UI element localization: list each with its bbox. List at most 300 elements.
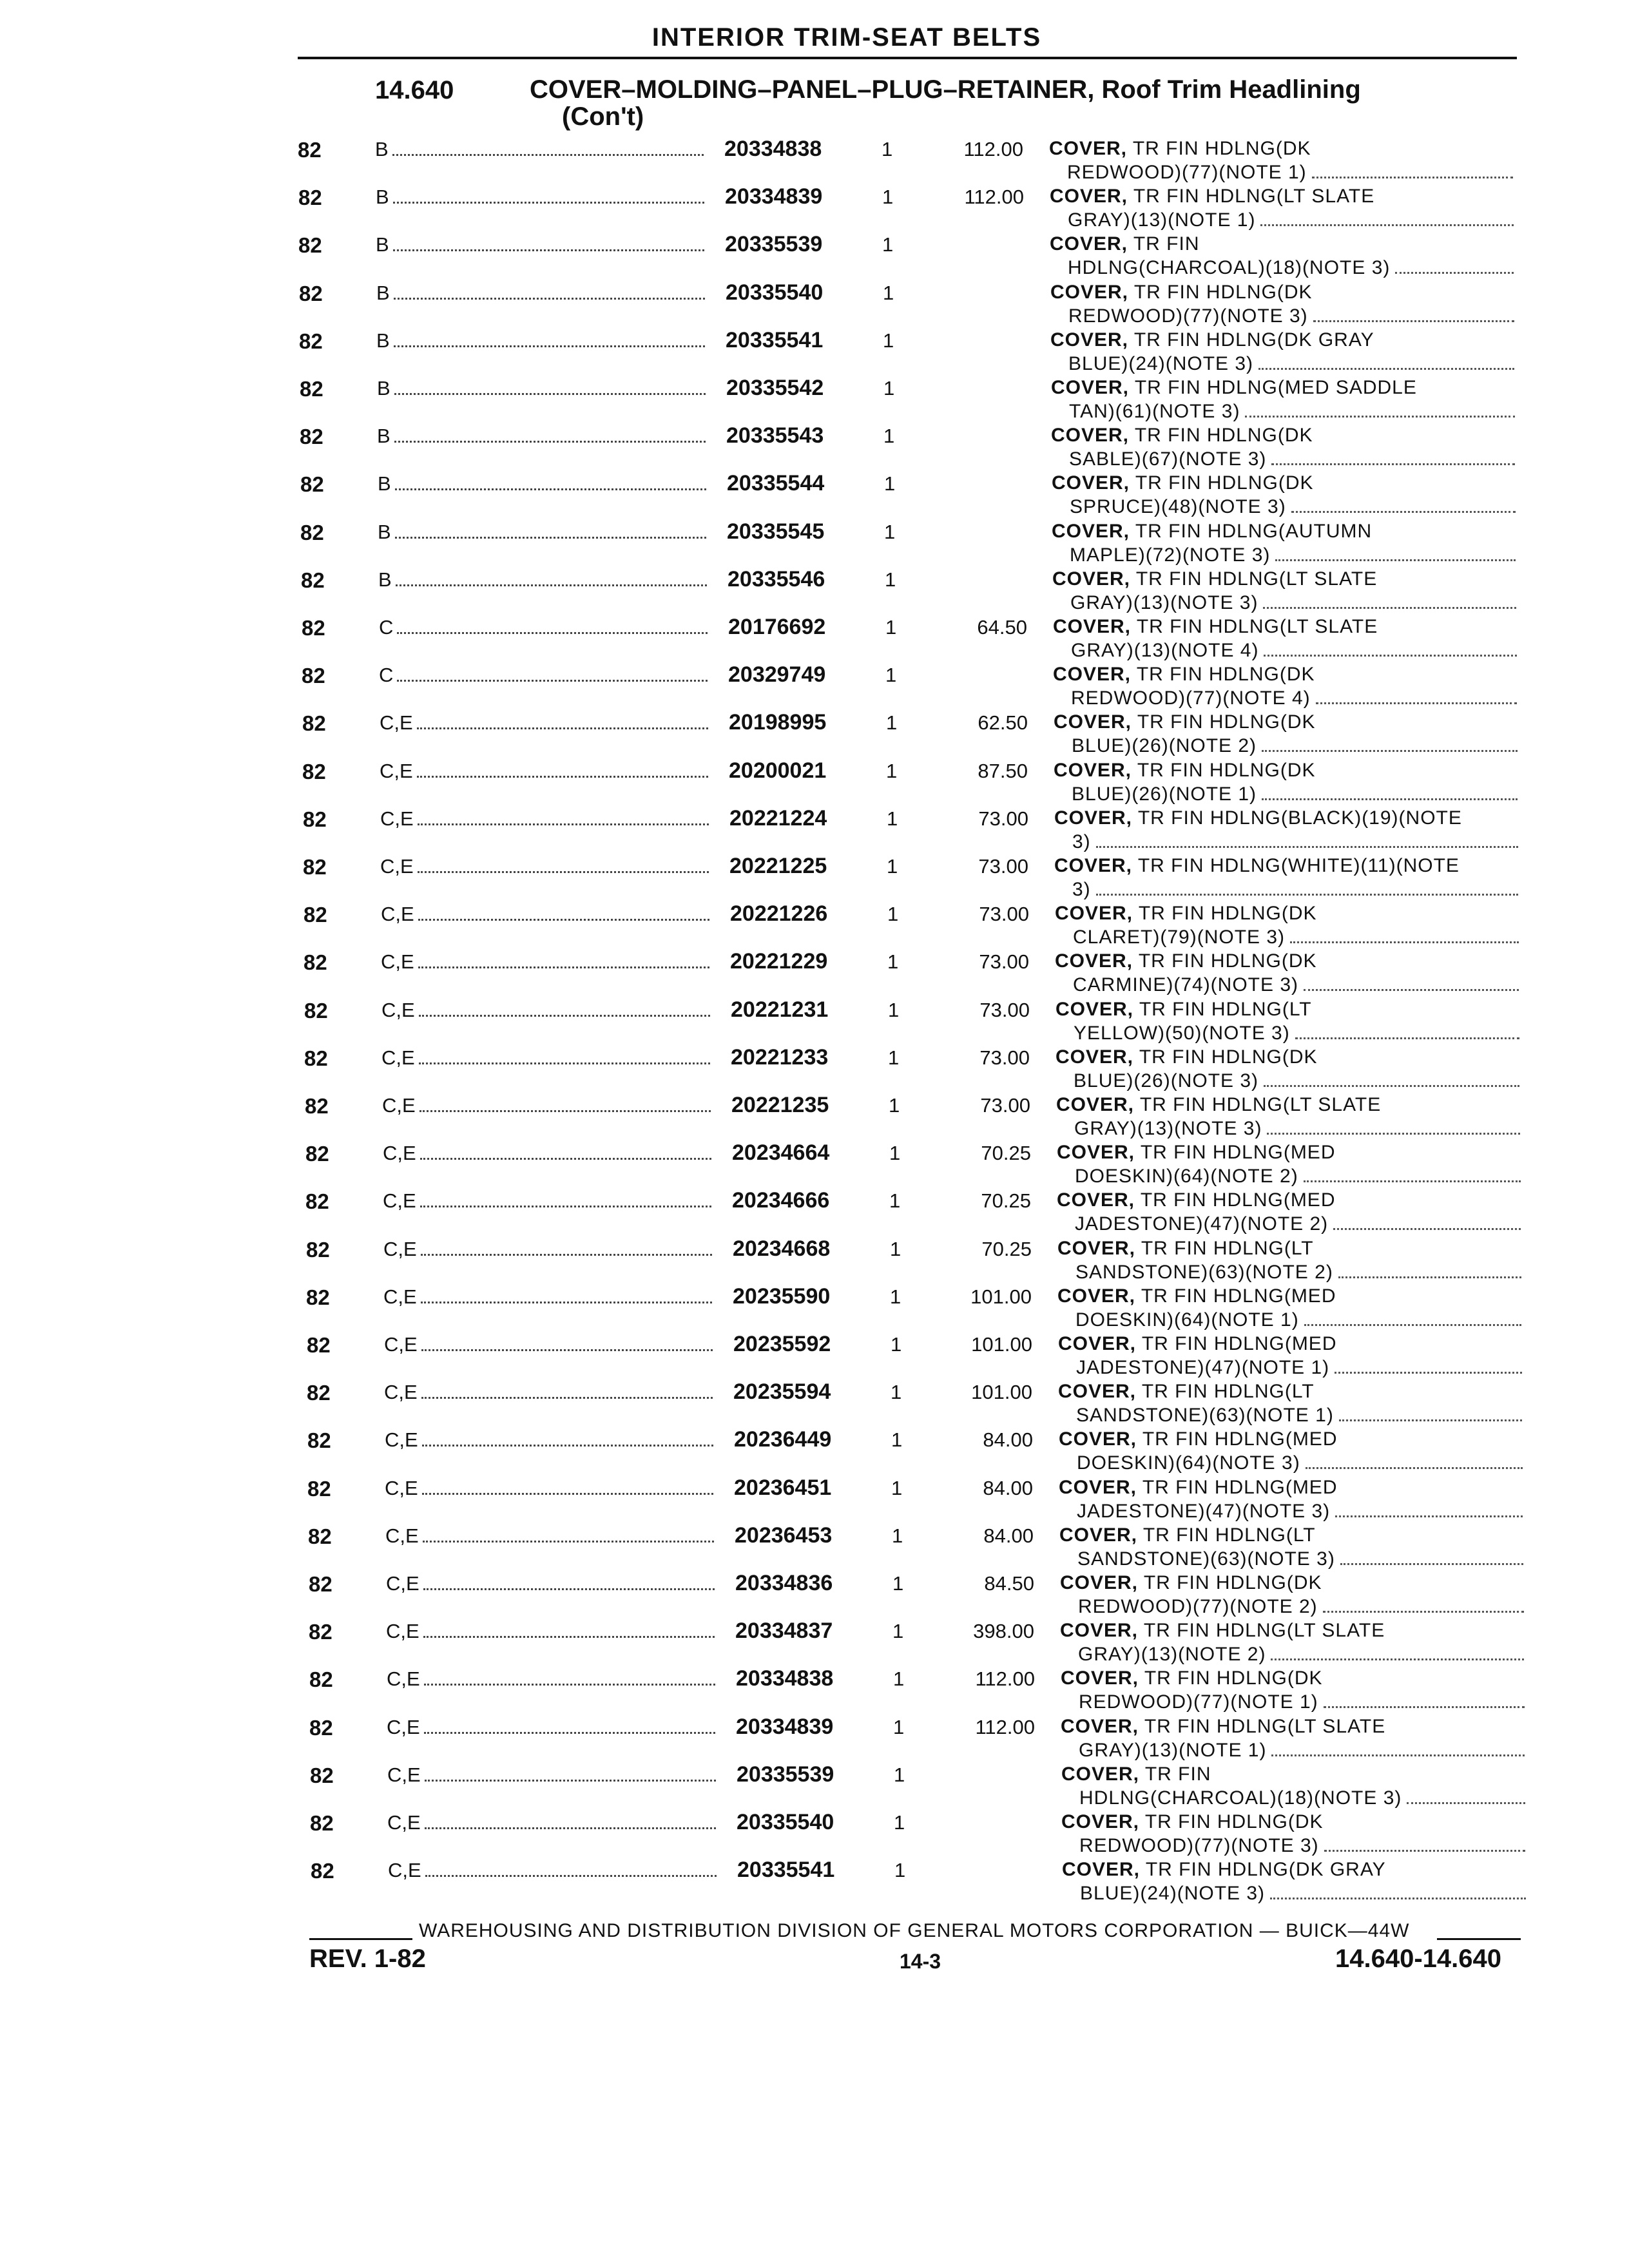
- series-code: C: [379, 616, 394, 639]
- part-description: [1051, 376, 1515, 423]
- description-text: TR FIN HDLNG(LT: [1141, 1381, 1315, 1402]
- description-text: TR FIN HDLNG(DK: [1137, 711, 1316, 733]
- description-text: TR FIN HDLNG(MED: [1140, 1142, 1336, 1163]
- series-cell: [380, 807, 715, 833]
- description-keyword: COVER,: [1055, 950, 1133, 972]
- quantity: 1: [885, 616, 897, 639]
- part-description: [1053, 662, 1517, 710]
- description-line-1: [1052, 471, 1516, 495]
- dot-leader: [394, 425, 706, 443]
- dot-leader: [1335, 1358, 1522, 1374]
- dot-leader: [395, 473, 706, 490]
- part-number: 20235590: [733, 1284, 831, 1309]
- description-continuation: 3): [1072, 831, 1091, 852]
- series-cell: [376, 186, 711, 211]
- parts-row: [0, 805, 1629, 852]
- description-continuation: SANDSTONE)(63)(NOTE 3): [1077, 1548, 1335, 1570]
- description-line-2: [1053, 686, 1517, 710]
- dot-leader: [417, 712, 708, 729]
- description-line-1: [1059, 1523, 1523, 1547]
- description-line-1: [1060, 1571, 1524, 1595]
- list-price: 84.50: [984, 1572, 1034, 1595]
- part-number: 20335540: [737, 1810, 834, 1834]
- dot-leader: [1335, 1501, 1523, 1517]
- parts-row: [0, 1570, 1629, 1617]
- parts-row: [0, 1713, 1629, 1761]
- description-line-1: [1054, 854, 1518, 878]
- model-year: 82: [300, 425, 323, 448]
- description-line-2: [1060, 1595, 1524, 1619]
- description-line-1: [1057, 1284, 1521, 1308]
- series-cell: [376, 282, 711, 307]
- model-year: 82: [310, 1811, 334, 1835]
- quantity: 1: [891, 1333, 902, 1356]
- quantity: 1: [882, 233, 894, 256]
- series-cell: [383, 1189, 718, 1215]
- series-code: C,E: [386, 1572, 419, 1595]
- series-cell: [377, 377, 712, 403]
- dot-leader: [418, 903, 709, 921]
- dot-leader: [393, 186, 704, 204]
- dot-leader: [392, 139, 704, 156]
- series-cell: [383, 1285, 718, 1311]
- dot-leader: [424, 1716, 715, 1734]
- description-text: TR FIN HDLNG(MED: [1141, 1333, 1337, 1354]
- quantity: 1: [884, 472, 896, 495]
- quantity: 1: [890, 1238, 901, 1260]
- description-line-2: [1057, 1308, 1521, 1332]
- series-code: C,E: [383, 1189, 416, 1212]
- part-number: 20335539: [737, 1762, 834, 1787]
- description-keyword: COVER,: [1052, 568, 1131, 590]
- footer-corporation: WAREHOUSING AND DISTRIBUTION DIVISION OF GENERAL MOTORS CORPORATION — BUICK—44W: [419, 1920, 1410, 1941]
- quantity: 1: [885, 568, 896, 591]
- description-line-2: [1050, 208, 1514, 232]
- description-line-2: [1055, 1069, 1519, 1093]
- description-text: TR FIN HDLNG(LT SLATE: [1144, 1716, 1386, 1737]
- description-text: TR FIN HDLNG(DK: [1138, 950, 1317, 972]
- dot-leader: [1258, 354, 1514, 370]
- description-line-2: [1061, 1738, 1525, 1762]
- part-number: 20176692: [728, 615, 826, 639]
- description-keyword: COVER,: [1055, 903, 1133, 924]
- part-description: [1050, 184, 1514, 232]
- section-range: 14.640-14.640: [1335, 1945, 1502, 1973]
- dot-leader: [1291, 497, 1516, 513]
- list-price: 62.50: [978, 711, 1028, 734]
- series-cell: [384, 1381, 719, 1407]
- description-line-1: [1050, 232, 1514, 256]
- description-line-1: [1055, 1045, 1519, 1069]
- part-description: [1057, 1140, 1521, 1188]
- continued-label: (Con't): [562, 102, 644, 131]
- parts-row: [0, 1665, 1629, 1713]
- dot-leader: [423, 1573, 715, 1590]
- dot-leader: [421, 1286, 712, 1303]
- description-keyword: COVER,: [1061, 1667, 1139, 1689]
- series-code: C,E: [383, 1238, 417, 1260]
- description-keyword: COVER,: [1050, 186, 1128, 207]
- parts-row: [0, 1617, 1629, 1665]
- description-line-1: [1055, 997, 1519, 1021]
- series-cell: [385, 1428, 720, 1454]
- part-number: 20335543: [726, 423, 824, 448]
- description-keyword: COVER,: [1050, 282, 1129, 303]
- dot-leader: [1313, 306, 1514, 322]
- model-year: 82: [304, 903, 327, 927]
- series-code: C,E: [387, 1716, 420, 1738]
- dot-leader: [1271, 1644, 1524, 1660]
- quantity: 1: [889, 1142, 901, 1164]
- series-code: B: [377, 425, 390, 447]
- description-line-2: [1059, 1451, 1523, 1475]
- description-continuation: JADESTONE)(47)(NOTE 2): [1075, 1213, 1329, 1235]
- description-continuation: BLUE)(26)(NOTE 1): [1072, 783, 1257, 805]
- parts-row: [0, 1044, 1629, 1091]
- part-description: [1050, 280, 1514, 328]
- part-number: 20335546: [728, 567, 825, 591]
- list-price: 101.00: [970, 1285, 1032, 1308]
- list-price: 73.00: [979, 903, 1029, 925]
- list-price: 73.00: [979, 1046, 1030, 1069]
- description-continuation: TAN)(61)(NOTE 3): [1069, 401, 1240, 422]
- series-code: C,E: [383, 1142, 416, 1164]
- part-description: [1058, 1332, 1522, 1379]
- description-text: TR FIN HDLNG(DK: [1133, 282, 1313, 303]
- list-price: 73.00: [979, 950, 1029, 973]
- description-keyword: COVER,: [1050, 233, 1128, 255]
- dot-leader: [1407, 1788, 1525, 1804]
- list-price: 73.00: [979, 999, 1030, 1021]
- description-line-1: [1054, 710, 1518, 734]
- series-cell: [379, 616, 714, 642]
- model-year: 82: [302, 711, 326, 735]
- dot-leader: [397, 664, 708, 682]
- part-number: 20334839: [736, 1715, 834, 1739]
- series-cell: [386, 1572, 721, 1598]
- description-continuation: GRAY)(13)(NOTE 1): [1079, 1740, 1267, 1761]
- quantity: 1: [887, 950, 899, 973]
- series-code: C,E: [381, 1046, 415, 1069]
- parts-row: [0, 231, 1629, 278]
- page-number: 14-3: [900, 1950, 941, 1973]
- dot-leader: [1312, 162, 1513, 178]
- parts-row: [0, 1426, 1629, 1474]
- dot-leader: [421, 1238, 712, 1256]
- description-text: TR FIN HDLNG(MED: [1141, 1285, 1336, 1307]
- dot-leader: [1339, 1405, 1522, 1421]
- parts-row: [0, 1187, 1629, 1235]
- series-code: B: [376, 233, 389, 256]
- description-line-1: [1052, 519, 1516, 543]
- description-text: TR FIN HDLNG(DK: [1138, 903, 1317, 924]
- dot-leader: [1245, 401, 1515, 418]
- dot-leader: [424, 1668, 715, 1686]
- part-description: [1055, 997, 1519, 1045]
- description-continuation: REDWOOD)(77)(NOTE 2): [1078, 1596, 1318, 1617]
- series-code: C,E: [385, 1524, 419, 1547]
- part-description: [1061, 1810, 1525, 1858]
- series-code: C,E: [384, 1381, 418, 1403]
- series-code: C: [379, 664, 394, 686]
- series-cell: [380, 760, 715, 785]
- series-code: B: [378, 521, 391, 543]
- series-cell: [381, 903, 716, 928]
- model-year: 82: [307, 1428, 331, 1452]
- series-cell: [377, 425, 712, 450]
- series-code: C,E: [388, 1859, 421, 1881]
- quantity: 1: [883, 425, 895, 447]
- description-line-1: [1050, 184, 1514, 208]
- part-description: [1061, 1762, 1525, 1810]
- description-line-2: [1061, 1786, 1525, 1810]
- series-cell: [378, 521, 713, 546]
- model-year: 82: [302, 760, 326, 783]
- quantity: 1: [893, 1716, 905, 1738]
- part-description: [1059, 1427, 1523, 1475]
- description-text: TR FIN HDLNG(LT SLATE: [1136, 616, 1378, 637]
- revision-label: REV. 1-82: [309, 1945, 426, 1973]
- part-description: [1054, 806, 1518, 854]
- dot-leader: [1271, 449, 1515, 465]
- dot-leader: [418, 951, 709, 968]
- description-line-1: [1057, 1140, 1521, 1164]
- quantity: 1: [885, 664, 897, 686]
- quantity: 1: [883, 377, 895, 399]
- model-year: 82: [298, 186, 322, 209]
- part-number: 20334838: [724, 137, 822, 161]
- description-keyword: COVER,: [1061, 1763, 1140, 1785]
- description-line-2: [1051, 447, 1515, 471]
- quantity: 1: [887, 903, 899, 925]
- description-line-2: [1058, 1356, 1522, 1379]
- description-line-2: [1055, 973, 1519, 997]
- series-code: C,E: [387, 1667, 420, 1690]
- description-line-2: [1062, 1881, 1526, 1905]
- dot-leader: [1395, 258, 1514, 274]
- parts-row: [0, 1474, 1629, 1522]
- dot-leader: [1262, 784, 1518, 800]
- description-continuation: DOESKIN)(64)(NOTE 3): [1077, 1452, 1300, 1474]
- description-keyword: COVER,: [1060, 1572, 1139, 1593]
- model-year: 82: [305, 1189, 329, 1213]
- description-continuation: JADESTONE)(47)(NOTE 1): [1076, 1357, 1330, 1378]
- description-continuation: REDWOOD)(77)(NOTE 4): [1071, 687, 1311, 709]
- dot-leader: [425, 1764, 716, 1782]
- part-number: 20334837: [735, 1619, 833, 1643]
- description-text: TR FIN HDLNG(LT: [1142, 1524, 1316, 1546]
- list-price: 84.00: [983, 1524, 1034, 1547]
- model-year: 82: [305, 1142, 329, 1166]
- part-number: 20335539: [725, 232, 823, 256]
- description-line-1: [1057, 1188, 1521, 1212]
- model-year: 82: [306, 1238, 330, 1262]
- model-year: 82: [303, 807, 327, 831]
- description-keyword: COVER,: [1057, 1189, 1135, 1211]
- description-text: TR FIN HDLNG(DK: [1135, 472, 1314, 494]
- part-number: 20221235: [731, 1093, 829, 1117]
- dot-leader: [1290, 927, 1519, 943]
- series-code: C,E: [386, 1620, 419, 1642]
- description-continuation: BLUE)(26)(NOTE 3): [1074, 1070, 1259, 1091]
- series-cell: [383, 1142, 718, 1168]
- quantity: 1: [891, 1381, 902, 1403]
- description-line-1: [1050, 328, 1514, 352]
- series-code: C,E: [382, 1094, 416, 1117]
- series-code: B: [378, 568, 392, 591]
- dot-leader: [396, 569, 707, 586]
- page-title: INTERIOR TRIM-SEAT BELTS: [651, 23, 1042, 52]
- part-description: [1054, 710, 1518, 758]
- description-line-1: [1060, 1619, 1524, 1642]
- dot-leader: [421, 1334, 713, 1351]
- dot-leader: [1304, 975, 1519, 991]
- quantity: 1: [894, 1859, 906, 1881]
- footer-rule-right: [1437, 1938, 1521, 1940]
- dot-leader: [1295, 1023, 1519, 1039]
- description-line-2: [1059, 1547, 1523, 1571]
- series-cell: [388, 1859, 723, 1885]
- description-text: TR FIN HDLNG(LT SLATE: [1133, 186, 1375, 207]
- description-line-1: [1061, 1666, 1525, 1690]
- dot-leader: [1262, 736, 1518, 752]
- description-continuation: GRAY)(13)(NOTE 4): [1071, 640, 1259, 661]
- part-description: [1060, 1571, 1524, 1619]
- list-price: 112.00: [975, 1667, 1035, 1690]
- series-cell: [387, 1763, 722, 1789]
- series-cell: [378, 472, 713, 498]
- series-cell: [387, 1716, 722, 1742]
- model-year: 82: [300, 472, 324, 496]
- model-year: 82: [304, 1046, 328, 1070]
- description-continuation: DOESKIN)(64)(NOTE 1): [1075, 1309, 1299, 1331]
- list-price: 70.25: [981, 1142, 1031, 1164]
- description-line-2: [1057, 1260, 1521, 1284]
- description-keyword: COVER,: [1055, 1046, 1134, 1068]
- list-price: 101.00: [971, 1333, 1032, 1356]
- description-line-2: [1058, 1403, 1522, 1427]
- series-cell: [380, 711, 715, 737]
- dot-leader: [1333, 1214, 1521, 1230]
- part-description: [1058, 1379, 1522, 1427]
- dot-leader: [419, 1047, 710, 1064]
- description-line-1: [1052, 567, 1516, 591]
- description-continuation: BLUE)(24)(NOTE 3): [1068, 353, 1254, 374]
- section-subtitle: Roof Trim Headlining: [1101, 75, 1361, 104]
- part-number: 20335544: [727, 471, 825, 495]
- parts-row: [0, 470, 1629, 517]
- part-description: [1049, 137, 1513, 184]
- part-description: [1053, 615, 1517, 662]
- description-continuation: SABLE)(67)(NOTE 3): [1069, 448, 1267, 470]
- list-price: 70.25: [981, 1238, 1032, 1260]
- description-continuation: 3): [1072, 879, 1091, 900]
- series-code: C,E: [385, 1428, 418, 1451]
- part-number: 20234668: [733, 1236, 831, 1261]
- part-number: 20335542: [726, 376, 824, 400]
- quantity: 1: [888, 999, 900, 1021]
- list-price: 64.50: [977, 616, 1027, 639]
- parts-row: [0, 757, 1629, 805]
- description-keyword: COVER,: [1060, 1620, 1139, 1641]
- part-number: 20198995: [729, 710, 827, 735]
- parts-row: [0, 1809, 1629, 1856]
- list-price: 398.00: [973, 1620, 1034, 1642]
- description-line-2: [1052, 591, 1516, 615]
- description-continuation: CARMINE)(74)(NOTE 3): [1073, 974, 1299, 995]
- description-text: TR FIN HDLNG(DK: [1144, 1811, 1324, 1832]
- series-cell: [376, 233, 711, 259]
- description-text: TR FIN HDLNG(LT SLATE: [1135, 568, 1378, 590]
- part-description: [1051, 423, 1515, 471]
- description-keyword: COVER,: [1049, 138, 1128, 159]
- description-line-2: [1061, 1834, 1525, 1858]
- description-line-1: [1053, 662, 1517, 686]
- list-price: 84.00: [983, 1428, 1033, 1451]
- part-number: 20335541: [726, 328, 824, 352]
- description-continuation: GRAY)(13)(NOTE 2): [1078, 1644, 1266, 1665]
- description-text: TR FIN HDLNG(LT SLATE: [1143, 1620, 1385, 1641]
- list-price: 73.00: [980, 1094, 1030, 1117]
- description-continuation: YELLOW)(50)(NOTE 3): [1074, 1023, 1290, 1044]
- description-line-2: [1050, 256, 1514, 280]
- description-line-2: [1059, 1499, 1523, 1523]
- description-line-2: [1052, 495, 1516, 519]
- parts-row: [0, 613, 1629, 661]
- description-line-2: [1053, 639, 1517, 662]
- dot-leader: [1270, 1883, 1526, 1899]
- description-continuation: MAPLE)(72)(NOTE 3): [1070, 544, 1271, 566]
- part-description: [1050, 232, 1514, 280]
- model-year: 82: [307, 1333, 331, 1357]
- description-text: TR FIN HDLNG(AUTUMN: [1135, 521, 1373, 542]
- series-cell: [381, 950, 716, 976]
- description-text: TR FIN HDLNG(MED: [1140, 1189, 1336, 1211]
- description-keyword: COVER,: [1052, 472, 1130, 494]
- description-text: TR FIN HDLNG(DK: [1137, 760, 1316, 781]
- description-text: TR FIN HDLNG(DK GRAY: [1145, 1859, 1386, 1880]
- part-description: [1052, 567, 1516, 615]
- series-cell: [376, 329, 711, 355]
- description-keyword: COVER,: [1059, 1428, 1137, 1450]
- dot-leader: [1304, 1310, 1521, 1326]
- series-code: B: [375, 138, 389, 160]
- part-number: 20334836: [735, 1571, 833, 1595]
- description-line-1: [1058, 1332, 1522, 1356]
- dot-leader: [418, 856, 709, 873]
- model-year: 82: [300, 377, 323, 401]
- dot-leader: [1275, 545, 1516, 561]
- dot-leader: [425, 1860, 717, 1877]
- model-year: 82: [309, 1620, 333, 1644]
- description-line-2: [1057, 1212, 1521, 1236]
- parts-row: [0, 1283, 1629, 1331]
- description-line-1: [1061, 1762, 1525, 1786]
- parts-row: [0, 1522, 1629, 1570]
- dot-leader: [397, 617, 708, 634]
- series-cell: [384, 1333, 719, 1359]
- series-cell: [379, 664, 714, 689]
- description-text: TR FIN HDLNG(DK: [1139, 1046, 1318, 1068]
- description-line-2: [1055, 1021, 1519, 1045]
- parts-row: [0, 996, 1629, 1044]
- series-cell: [378, 568, 713, 594]
- description-line-1: [1055, 949, 1519, 973]
- model-year: 82: [309, 1716, 333, 1740]
- description-line-2: [1057, 1164, 1521, 1188]
- dot-leader: [420, 1142, 711, 1160]
- description-line-1: [1057, 1236, 1521, 1260]
